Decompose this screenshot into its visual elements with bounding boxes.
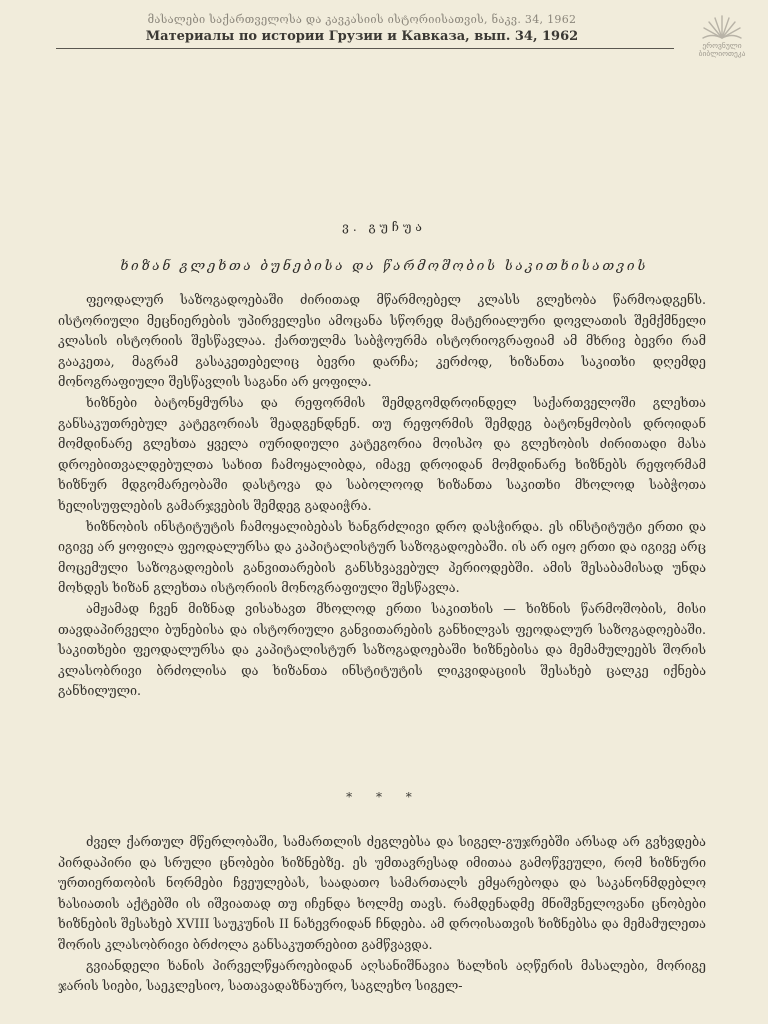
header-divider bbox=[56, 48, 674, 49]
library-stamp bbox=[686, 8, 758, 70]
paragraph: ხიზნები ბატონყმურსა და რეფორმის შემდგომდროინდელ საქართველოში გლეხთა განსაკუთრებულ კატეგორიას შეადგენდნენ. თუ რეფორმის შემდეგ ბატონყმობის დროიდან მომდინარე გლეხთა ყველა იურიდიული კატეგორია მოისპო და გლეხობის ძირითადი მასა დროებითვალდებულთა სახით ჩამოყალიბდა, იმავე დროიდან მომდინარე ხიზნებს რეფორმამ ხიზნურ მდგომარეობაში დასტოვა და საბოლოოდ ხიზანთა საკითხი მხოლოდ საბჭოთა ხელისუფლების გამარჯვების შემდეგ გადაიჭრა. bbox=[58, 394, 706, 513]
paragraph: ამჟამად ჩვენ მიზნად ვისახავთ მხოლოდ ერთი საკითხის — ხიზნის წარმოშობის, მისი თავდაპირველი ბუნებისა და ისტორიული განვითარების განხილვას ფეოდალურ საზოგადოებაში. საკითხები ფეოდალურსა და კაპიტალისტურ საზოგადოებაში ხიზნებისა და მემამულეებს შორის კლასობრივი ბრძოლისა და ხიზანთა ინსტიტუტის ლიკვიდაციის შესახებ ცალკე იქნება განხილული. bbox=[58, 600, 706, 699]
section-break: * * * bbox=[346, 790, 422, 804]
header-georgian-line: მასალები საქართველოსა და კავკასიის ისტორიისათვის, ნაკვ. 34, 1962 bbox=[147, 13, 577, 26]
stamp-line-1: ეროვნული bbox=[702, 41, 742, 50]
library-book-icon bbox=[686, 8, 758, 42]
body-text-part-2 bbox=[58, 832, 706, 997]
paragraph: ხიზნობის ინსტიტუტის ჩამოყალიბებას ხანგრძლივი დრო დასჭირდა. ეს ინსტიტუტი ერთი და იგივე არ ყოფილა ფეოდალურსა და კაპიტალისტურ საზოგადოებაში. ის არ იყო ერთი და იგივე არც მოცემული საზოგადოების განვითარების განსხვავებულ პერიოდებში. ამის შესაბამისად უნდა მოხდეს ხიზან გლეხთა ისტორიის მონოგრაფიული შესწავლა. bbox=[58, 518, 706, 596]
header-russian-line: Материалы по истории Грузии и Кавказа, вып. 34, 1962 bbox=[145, 29, 579, 44]
body-text-part-1 bbox=[58, 290, 706, 702]
article-author: ვ. გუჩუა bbox=[342, 220, 426, 234]
paragraph: ძველ ქართულ მწერლობაში, სამართლის ძეგლებსა და სიგელ-გუჯრებში არსად არ გვხვდება პირდაპირი და სრული ცნობები ხიზნებზე. ეს უმთავრესად იმითაა გამოწვეული, რომ ხიზნური ურთიერთობის ნორმები ჩვეულებას, საადათო სამართალს ემყარებოდა და საკანონმდებლო ხასიათის აქტებში ის იშვიათად თუ იჩენდა ხოლმე თავს. რამდენადმე მნიშვნელოვანი ცნობები ხიზნების შესახებ XVIII საუკუნის II ნახევრიდან ჩნდება. ამ დროისათვის ხიზნებსა და მემამულეთა შორის კლასობრივი ბრძოლა განსაკუთრებით გამწვავდა. bbox=[58, 834, 706, 952]
paragraph: გვიანდელი ხანის პირველწყაროებიდან აღსანიშნავია ხალხის აღწერის მასალები, მორიგე ჯარის სიები, საეკლესიო, სათავადაზნაურო, საგლეხო სიგელ- bbox=[58, 957, 706, 994]
article-title: ხიზან გლეხთა ბუნებისა და წარმოშობის საკითხისათვის bbox=[119, 258, 649, 274]
running-header bbox=[56, 12, 668, 45]
stamp-line-2: ბიბლიოთეკა bbox=[698, 49, 746, 58]
paragraph: ფეოდალურ საზოგადოებაში ძირითად მწარმოებელ კლასს გლეხობა წარმოადგენს. ისტორიული მეცნიერების უპირველესი ამოცანა სწორედ მატერიალური დოვლათის შემქმნელი კლასის ისტორიის შესწავლაა. ქართულმა საბჭოურმა ისტორიოგრაფიამ ამ მხრივ ბევრი რამ გააკეთა, მაგრამ გასაკეთებელიც ბევრი დარჩა; კერძოდ, ხიზანთა საკითხი დღემდე მონოგრაფიული შესწავლის საგანი არ ყოფილა. bbox=[58, 292, 706, 390]
